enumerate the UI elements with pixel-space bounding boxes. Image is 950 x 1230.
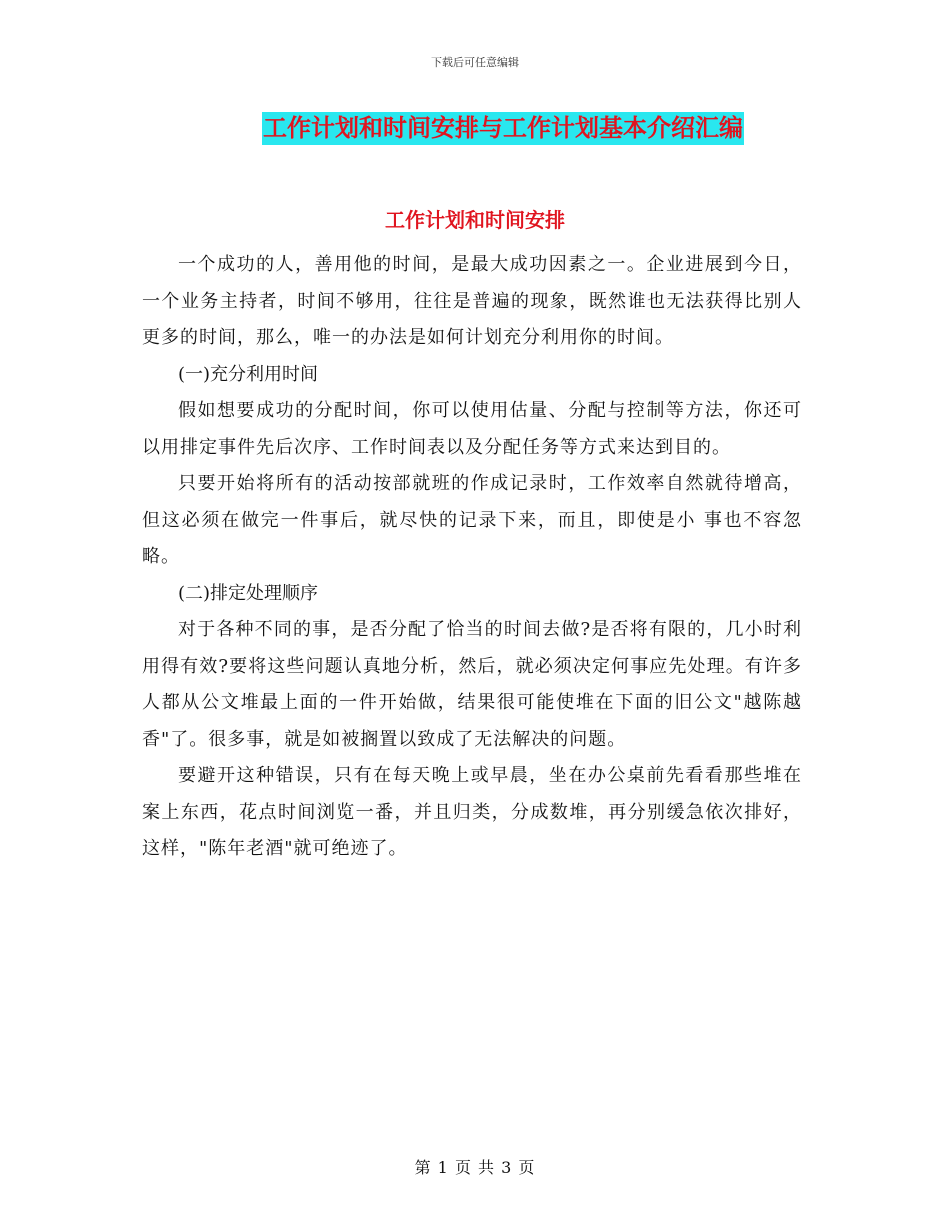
- paragraph-avoid-errors: 要避开这种错误，只有在每天晚上或早晨，坐在办公桌前先看看那些堆在案上东西，花点时间浏览一番，并且归类，分成数堆，再分别缓急依次排好，这样，"陈年老酒"就可绝迹了。: [142, 765, 802, 859]
- paragraph-allocate-time: 假如想要成功的分配时间，你可以使用估量、分配与控制等方法，你还可以用排定事件先后次序、工作时间表以及分配任务等方式来达到目的。: [142, 400, 802, 458]
- paragraph-record-activities: 只要开始将所有的活动按部就班的作成记录时，工作效率自然就待增高，但这必须在做完一件事后，就尽快的记录下来，而且，即使是小 事也不容忽略。: [142, 473, 802, 567]
- document-title-container: [0, 112, 950, 145]
- document-title: 工作计划和时间安排与工作计划基本介绍汇编: [262, 112, 744, 145]
- paragraph-intro: 一个成功的人，善用他的时间，是最大成功因素之一。企业进展到今日，一个业务主持者，时间不够用，往往是普遍的现象，既然谁也无法获得比别人更多的时间，那么，唯一的办法是如何计划充分利用你的时间。: [142, 254, 802, 348]
- document-body: [142, 247, 802, 868]
- section-title: 工作计划和时间安排: [385, 208, 565, 232]
- page-header-note: 下载后可任意编辑: [431, 56, 519, 69]
- paragraph-prioritize: 对于各种不同的事，是否分配了恰当的时间去做?是否将有限的，几小时利用得有效?要将这些问题认真地分析，然后，就必须决定何事应先处理。有许多人都从公文堆最上面的一件开始做，结果很可能使堆在下面的旧公文"越陈越香"了。很多事，就是如被搁置以致成了无法解决的问题。: [142, 619, 802, 750]
- page-number-footer: 第 1 页 共 3 页: [414, 1158, 536, 1177]
- subheading-order: (二)排定处理顺序: [178, 582, 319, 604]
- subheading-use-time: (一)充分利用时间: [178, 363, 319, 385]
